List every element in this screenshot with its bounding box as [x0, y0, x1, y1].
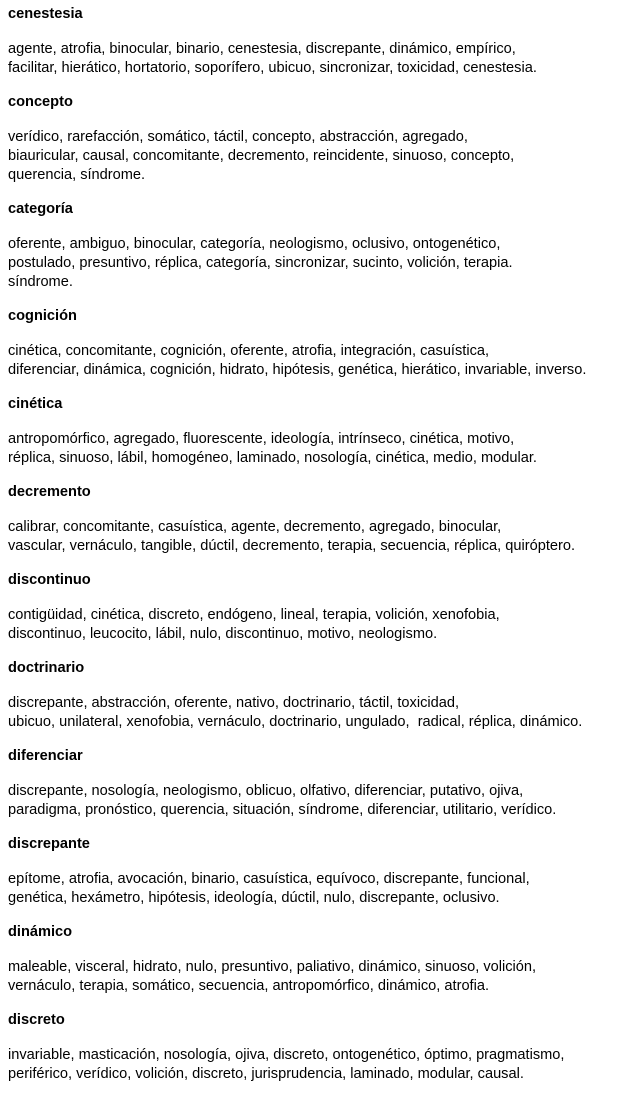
word-line: querencia, síndrome.	[8, 167, 146, 183]
word-line: epítome, atrofia, avocación, binario, casuística, equívoco, discrepante, funcional,	[8, 871, 530, 887]
entry-words	[8, 342, 630, 380]
word-line: contigüidad, cinética, discreto, endógeno, lineal, terapia, volición, xenofobia,	[8, 607, 500, 623]
entry-term: cinética	[8, 396, 63, 412]
word-line: agente, atrofia, binocular, binario, cenestesia, discrepante, dinámico, empírico,	[8, 41, 516, 57]
word-line: cinética, concomitante, cognición, oferente, atrofia, integración, casuística,	[8, 343, 490, 359]
entry-concepto	[8, 93, 630, 185]
word-line: ubicuo, unilateral, xenofobia, vernáculo, doctrinario, ungulado, radical, réplica, dinámico.	[8, 714, 583, 730]
entry-term: categoría	[8, 201, 73, 217]
word-line: réplica, sinuoso, lábil, homogéneo, laminado, nosología, cinética, medio, modular.	[8, 450, 537, 466]
word-line: facilitar, hierático, hortatorio, soporífero, ubicuo, sincronizar, toxicidad, cenestesia.	[8, 60, 537, 76]
entry-decremento	[8, 483, 630, 556]
entry-words	[8, 870, 630, 908]
word-line: calibrar, concomitante, casuística, agente, decremento, agregado, binocular,	[8, 519, 502, 535]
entry-cinetica	[8, 395, 630, 468]
entry-discrepante	[8, 835, 630, 908]
entry-term: dinámico	[8, 924, 73, 940]
entry-term: discrepante	[8, 836, 90, 852]
word-line: genética, hexámetro, hipótesis, ideología, dúctil, nulo, discrepante, oclusivo.	[8, 890, 500, 906]
word-line: postulado, presuntivo, réplica, categoría, sincronizar, sucinto, volición, terapia.	[8, 255, 513, 271]
entry-doctrinario	[8, 659, 630, 732]
word-line: vernáculo, terapia, somático, secuencia, antropomórfico, dinámico, atrofia.	[8, 978, 490, 994]
entry-words	[8, 128, 630, 185]
word-line: antropomórfico, agregado, fluorescente, ideología, intrínseco, cinética, motivo,	[8, 431, 515, 447]
word-line: paradigma, pronóstico, querencia, situación, síndrome, diferenciar, utilitario, verídico.	[8, 802, 557, 818]
word-line: discrepante, nosología, neologismo, oblicuo, olfativo, diferenciar, putativo, ojiva,	[8, 783, 524, 799]
entry-categoria	[8, 200, 630, 292]
entry-diferenciar	[8, 747, 630, 820]
entry-words	[8, 782, 630, 820]
entry-term: discontinuo	[8, 572, 91, 588]
entry-words	[8, 430, 630, 468]
word-line: vascular, vernáculo, tangible, dúctil, decremento, terapia, secuencia, réplica, quiróptero.	[8, 538, 576, 554]
entry-term: discreto	[8, 1012, 65, 1028]
word-line: biauricular, causal, concomitante, decremento, reincidente, sinuoso, concepto,	[8, 148, 515, 164]
word-line: diferenciar, dinámica, cognición, hidrato, hipótesis, genética, hierático, invariable, inverso.	[8, 362, 587, 378]
word-line: oferente, ambiguo, binocular, categoría, neologismo, oclusivo, ontogenético,	[8, 236, 501, 252]
entry-cognicion	[8, 307, 630, 380]
word-line: síndrome.	[8, 274, 73, 290]
entry-dinamico	[8, 923, 630, 996]
entry-words	[8, 235, 630, 292]
word-line: verídico, rarefacción, somático, táctil, concepto, abstracción, agregado,	[8, 129, 468, 145]
entry-discontinuo	[8, 571, 630, 644]
entry-term: cognición	[8, 308, 77, 324]
entry-term: decremento	[8, 484, 91, 500]
entry-words	[8, 1046, 630, 1084]
word-line: discontinuo, leucocito, lábil, nulo, discontinuo, motivo, neologismo.	[8, 626, 438, 642]
word-line: discrepante, abstracción, oferente, nativo, doctrinario, táctil, toxicidad,	[8, 695, 460, 711]
entry-cenestesia	[8, 5, 630, 78]
entry-term: cenestesia	[8, 6, 83, 22]
word-line: maleable, visceral, hidrato, nulo, presuntivo, paliativo, dinámico, sinuoso, volición,	[8, 959, 537, 975]
entry-discreto	[8, 1011, 630, 1084]
word-line: periférico, verídico, volición, discreto, jurisprudencia, laminado, modular, causal.	[8, 1066, 524, 1082]
entry-term: concepto	[8, 94, 73, 110]
entry-words	[8, 694, 630, 732]
entry-words	[8, 518, 630, 556]
entry-term: doctrinario	[8, 660, 85, 676]
word-line: invariable, masticación, nosología, ojiva, discreto, ontogenético, óptimo, pragmatismo,	[8, 1047, 565, 1063]
entry-words	[8, 606, 630, 644]
entry-words	[8, 40, 630, 78]
entry-words	[8, 958, 630, 996]
entry-term: diferenciar	[8, 748, 83, 764]
